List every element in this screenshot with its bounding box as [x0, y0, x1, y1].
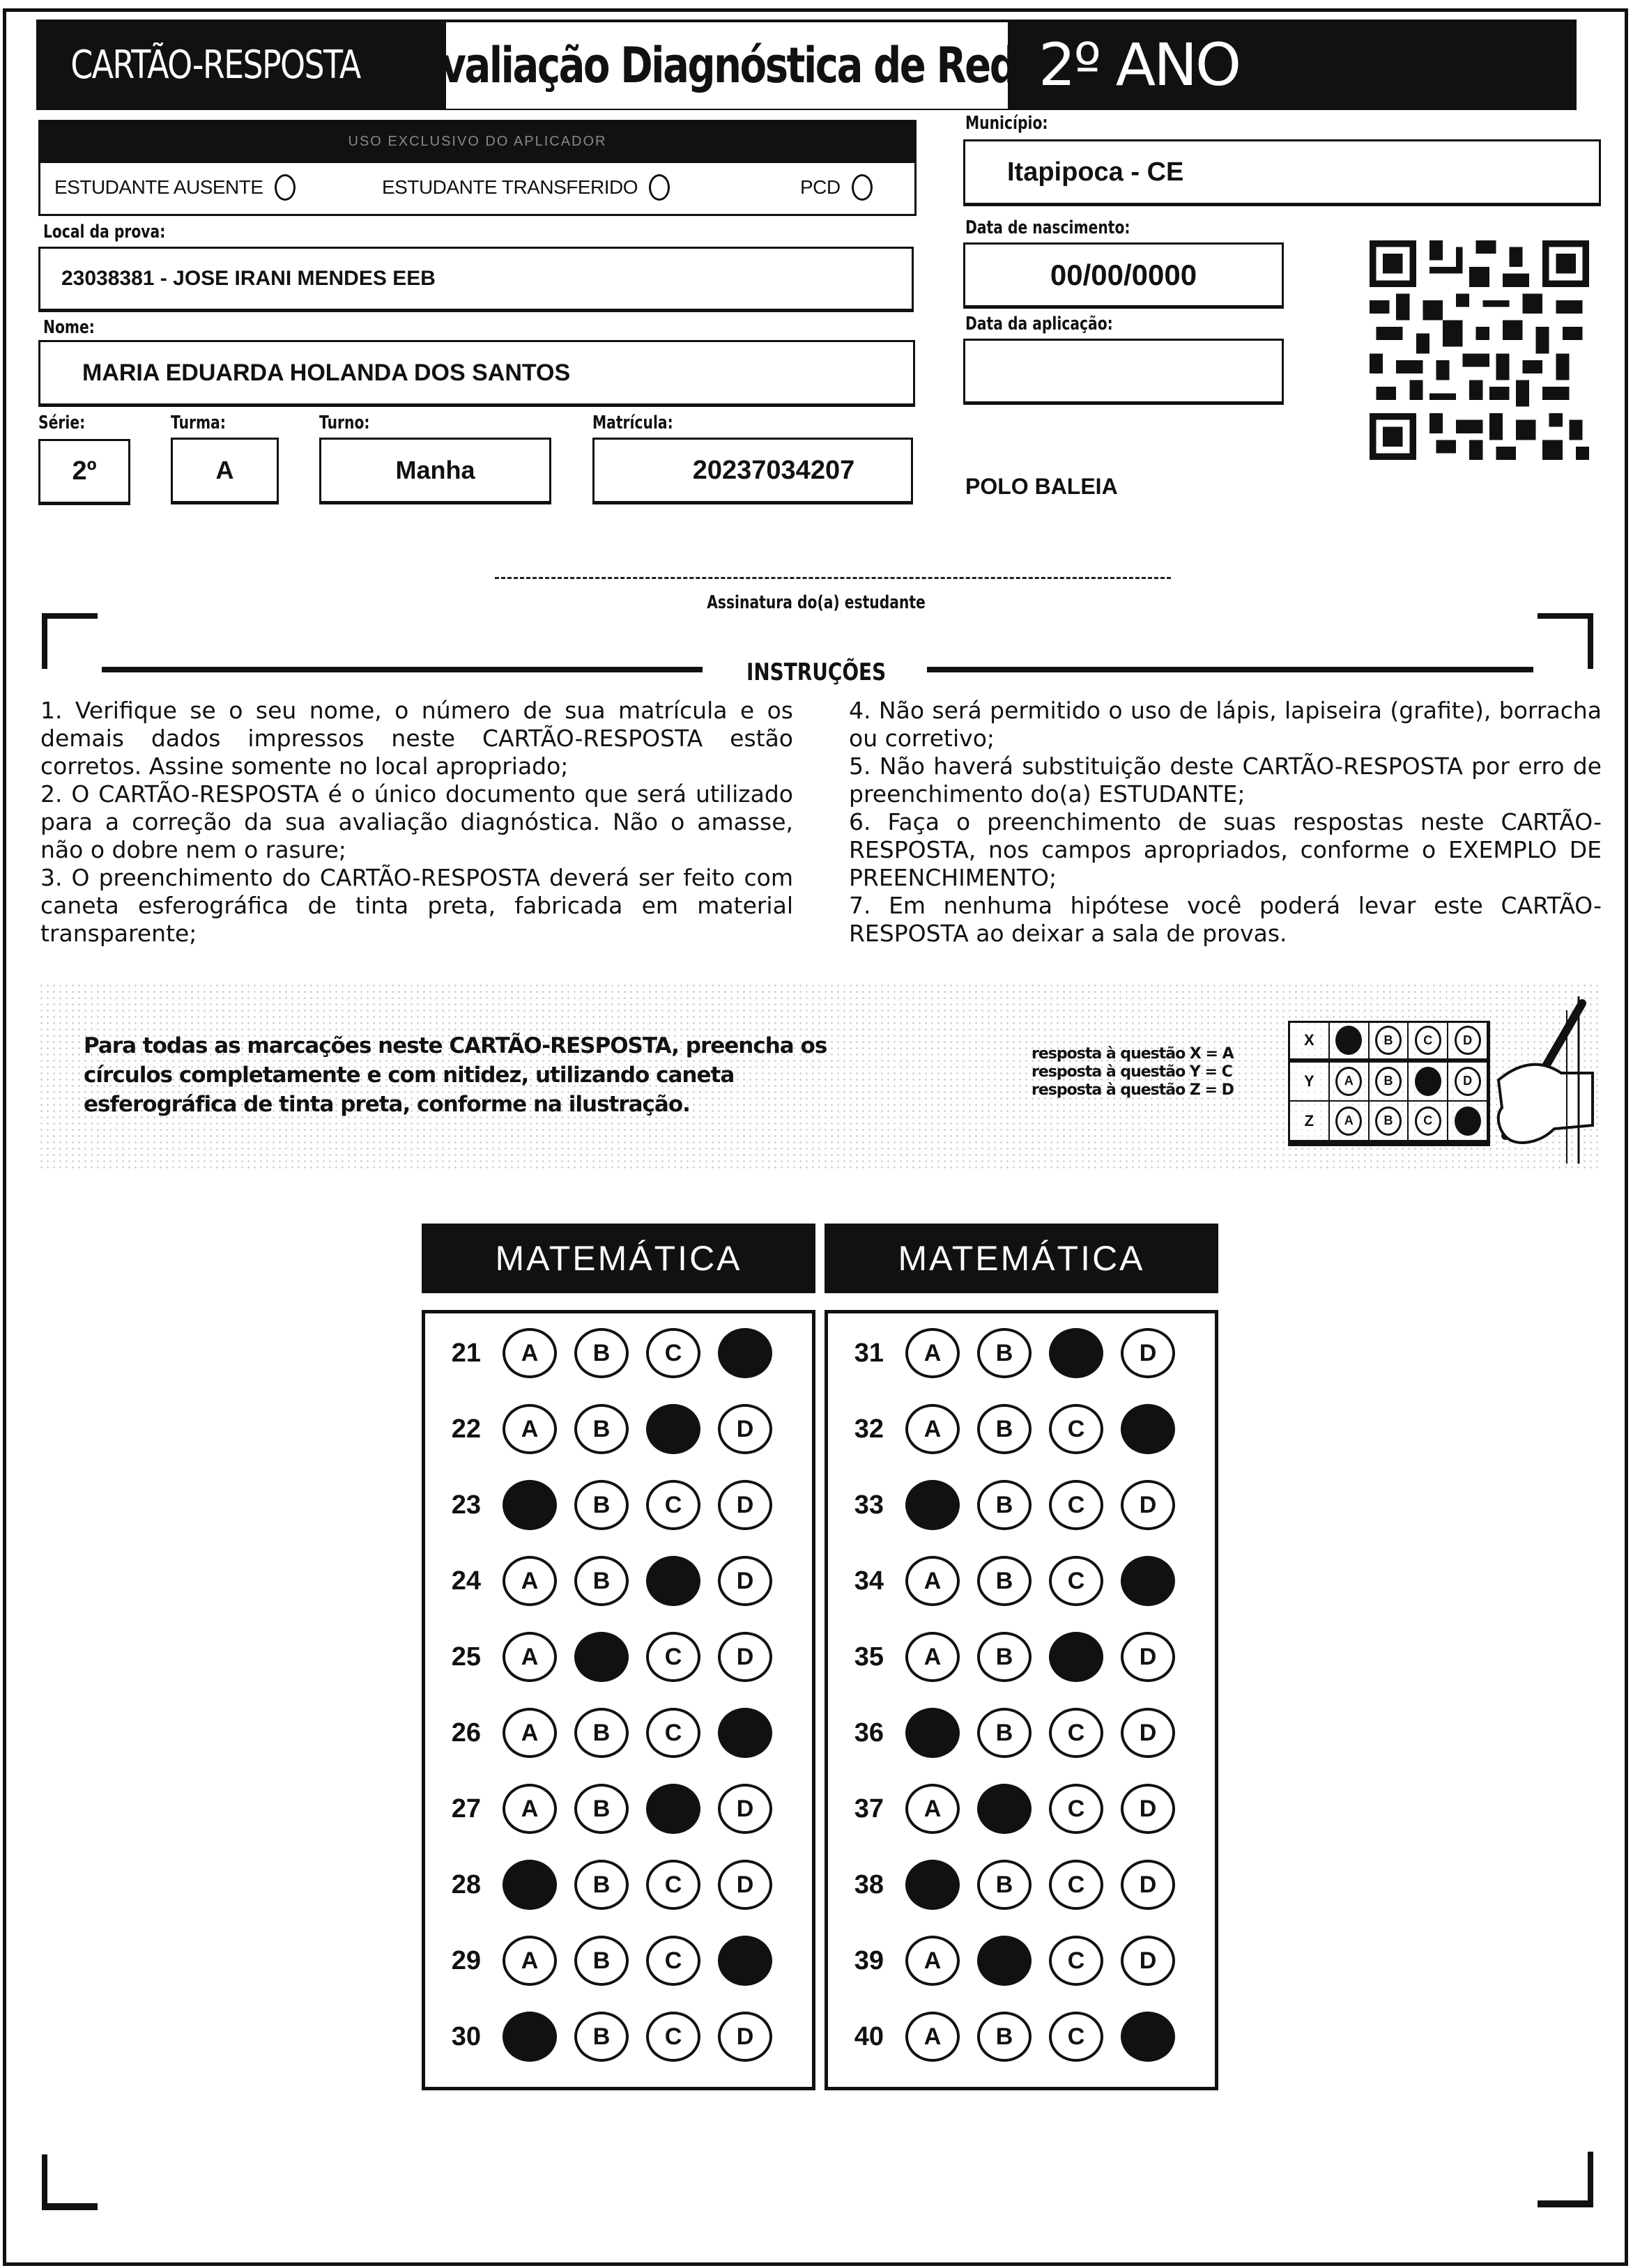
answer-bubble-a[interactable]: A [905, 1556, 960, 1606]
question-number: 32 [854, 1414, 884, 1444]
example-bubble [1455, 1106, 1481, 1136]
answer-bubble-c[interactable]: C [646, 1860, 700, 1910]
section-title: MATEMÁTICA [825, 1224, 1218, 1293]
answer-bubble-c[interactable]: C [1049, 1480, 1103, 1530]
answer-bubble-c[interactable] [646, 1404, 700, 1454]
example-bubble: C [1415, 1106, 1441, 1136]
example-bubble: D [1455, 1026, 1481, 1055]
answer-bubble-b[interactable] [977, 1936, 1032, 1986]
instruction-item: 3. O preenchimento do CARTÃO-RESPOSTA deverá ser feito com caneta esferográfica de tinta preta, fabricada em material transparente; [40, 864, 793, 947]
example-bubble [1335, 1026, 1362, 1055]
question-row [828, 1398, 1175, 1460]
answer-bubble-d[interactable]: D [1121, 1328, 1175, 1378]
example-cell [1370, 1063, 1409, 1102]
nascimento-field[interactable] [963, 242, 1284, 309]
answer-bubble-c[interactable]: C [1049, 1860, 1103, 1910]
question-row [425, 1702, 772, 1764]
answer-bubble-a[interactable]: A [905, 2012, 960, 2062]
answer-bubble-b[interactable]: B [574, 1860, 629, 1910]
answer-bubble-b[interactable]: B [977, 1632, 1032, 1682]
nascimento-value: 00/00/0000 [1050, 258, 1197, 291]
answer-bubble-a[interactable]: A [503, 1784, 557, 1834]
answer-bubble-c[interactable]: C [646, 1632, 700, 1682]
turno-label: Turno: [319, 412, 370, 433]
answer-bubble-a[interactable]: A [905, 1404, 960, 1454]
answer-bubble-a[interactable]: A [503, 1556, 557, 1606]
example-bubble [1415, 1067, 1441, 1096]
example-cell [1330, 1063, 1370, 1102]
answer-bubble-c[interactable]: C [646, 1936, 700, 1986]
example-cell [1370, 1102, 1409, 1141]
answer-bubble-a[interactable]: A [905, 1328, 960, 1378]
example-row-label: Z [1290, 1102, 1330, 1141]
example-cell [1409, 1023, 1448, 1063]
corner-mark-top-right [1538, 613, 1593, 619]
answer-bubble-a[interactable] [905, 1708, 960, 1758]
answer-bubble-b[interactable]: B [574, 1328, 629, 1378]
answer-bubble-b[interactable]: B [977, 1708, 1032, 1758]
example-row-label: Y [1290, 1063, 1330, 1102]
example-bubble: C [1415, 1026, 1441, 1055]
answer-bubble-a[interactable] [503, 1480, 557, 1530]
answer-bubble-d[interactable]: D [718, 1860, 772, 1910]
answer-bubble-a[interactable]: A [503, 1632, 557, 1682]
radio-circle[interactable] [852, 174, 873, 201]
example-bubble: B [1375, 1106, 1402, 1136]
grade-title: 2º ANO [1038, 31, 1240, 99]
answer-bubble-c[interactable]: C [1049, 1784, 1103, 1834]
instructions-title: INSTRUÇÕES [746, 658, 887, 686]
answer-bubble-a[interactable]: A [503, 1708, 557, 1758]
answer-bubble-b[interactable]: B [977, 1860, 1032, 1910]
question-number: 28 [451, 1869, 481, 1899]
instruction-item: 2. O CARTÃO-RESPOSTA é o único documento que será utilizado para a correção da sua avaliação diagnóstica. Não o amasse, não o dobre nem o rasure; [40, 780, 793, 863]
answer-bubble-c[interactable] [646, 1556, 700, 1606]
question-row [828, 1702, 1175, 1764]
instruction-item: 6. Faça o preenchimento de suas respostas neste CARTÃO-RESPOSTA, nos campos apropriados, conforme o EXEMPLO DE PREENCHIMENTO; [849, 808, 1602, 891]
question-number: 38 [854, 1869, 884, 1899]
question-row [425, 1550, 772, 1612]
nascimento-label: Data de nascimento: [965, 217, 1130, 238]
question-number: 27 [451, 1793, 481, 1823]
question-row [828, 1322, 1175, 1384]
question-number: 35 [854, 1642, 884, 1672]
answer-bubble-b[interactable]: B [574, 1480, 629, 1530]
legend-line: resposta à questão X = A [1032, 1045, 1234, 1063]
answer-bubble-c[interactable]: C [646, 2012, 700, 2062]
corner-mark-bottom-left [42, 2203, 98, 2210]
question-row [828, 1929, 1175, 1992]
question-number: 36 [854, 1718, 884, 1748]
question-row [828, 1474, 1175, 1536]
answer-bubble-d[interactable]: D [718, 1784, 772, 1834]
question-row [425, 1322, 772, 1384]
question-row [828, 1853, 1175, 1916]
instruction-item: 7. Em nenhuma hipótese você poderá levar este CARTÃO-RESPOSTA ao deixar a sala de provas. [849, 892, 1602, 947]
instruction-item: 1. Verifique se o seu nome, o número de sua matrícula e os demais dados impressos neste CARTÃO-RESPOSTA estão corretos. Assine somente no local apropriado; [40, 697, 793, 780]
option-estudante-transferido[interactable] [382, 174, 670, 201]
answer-bubble-d[interactable]: D [1121, 1480, 1175, 1530]
question-number: 37 [854, 1793, 884, 1823]
question-number: 23 [451, 1490, 481, 1520]
qr-code-icon [1370, 240, 1589, 460]
municipio-field[interactable] [963, 139, 1601, 206]
example-row-label: X [1290, 1023, 1330, 1063]
answer-bubble-b[interactable]: B [574, 1936, 629, 1986]
fill-example-text: Para todas as marcações neste CARTÃO-RESPOSTA, preencha os círculos completamente e com nitidez, utilizando caneta esferográfica de tinta preta, conforme na ilustração. [84, 1033, 827, 1117]
answer-bubble-d[interactable]: D [1121, 1860, 1175, 1910]
question-row [828, 1550, 1175, 1612]
option-estudante-ausente[interactable] [54, 174, 296, 201]
question-row [828, 1777, 1175, 1840]
answer-bubble-c[interactable]: C [646, 1328, 700, 1378]
aplicacao-field[interactable] [963, 339, 1284, 405]
question-row [425, 1398, 772, 1460]
answer-bubble-c[interactable]: C [1049, 1556, 1103, 1606]
answer-bubble-a[interactable] [905, 1480, 960, 1530]
local-label: Local da prova: [43, 222, 166, 242]
answer-grid [422, 1310, 815, 2090]
answer-bubble-b[interactable]: B [977, 2012, 1032, 2062]
instructions-right-column [849, 697, 1602, 948]
fill-example-grid [1288, 1021, 1490, 1146]
signature-line[interactable] [495, 577, 1171, 579]
legend-line: resposta à questão Z = D [1032, 1081, 1234, 1099]
question-number: 30 [451, 2021, 481, 2051]
answer-bubble-b[interactable]: B [574, 1404, 629, 1454]
turno-value: Manha [395, 456, 475, 484]
answer-bubble-a[interactable] [503, 2012, 557, 2062]
polo-label: POLO BALEIA [965, 474, 1118, 499]
fill-example-legend [1032, 1045, 1234, 1100]
question-number: 26 [451, 1718, 481, 1748]
corner-mark-bottom-right [1588, 2152, 1593, 2207]
answer-bubble-a[interactable] [905, 1860, 960, 1910]
answer-bubble-d[interactable] [1121, 1404, 1175, 1454]
answer-bubble-d[interactable]: D [1121, 1632, 1175, 1682]
corner-mark-bottom-right [1538, 2200, 1593, 2207]
turma-value: A [215, 456, 234, 484]
turma-label: Turma: [171, 412, 226, 433]
answer-bubble-b[interactable]: B [574, 2012, 629, 2062]
nome-field[interactable] [38, 340, 915, 407]
legend-line: resposta à questão Y = C [1032, 1063, 1232, 1081]
answer-bubble-d[interactable]: D [718, 1404, 772, 1454]
section-title: MATEMÁTICA [422, 1224, 815, 1293]
municipio-label: Município: [965, 113, 1048, 134]
answer-bubble-b[interactable] [977, 1784, 1032, 1834]
serie-field[interactable] [38, 439, 130, 505]
answer-grid [825, 1310, 1218, 2090]
instructions-left-column [40, 697, 793, 948]
answer-bubble-c[interactable]: C [1049, 1708, 1103, 1758]
question-number: 22 [451, 1414, 481, 1444]
card-title: CARTÃO-RESPOSTA [70, 42, 360, 88]
answer-bubble-a[interactable]: A [905, 1936, 960, 1986]
example-bubble: A [1335, 1106, 1362, 1136]
matricula-field[interactable] [592, 438, 913, 504]
question-number: 29 [451, 1945, 481, 1975]
question-number: 40 [854, 2021, 884, 2051]
answer-bubble-d[interactable] [718, 1936, 772, 1986]
answer-bubble-a[interactable]: A [503, 1328, 557, 1378]
radio-circle[interactable] [275, 174, 296, 201]
answer-bubble-c[interactable]: C [646, 1480, 700, 1530]
corner-mark-bottom-left [42, 2154, 47, 2210]
exam-title: Avaliação Diagnóstica de Rede [413, 37, 1041, 94]
answer-bubble-a[interactable]: A [503, 1404, 557, 1454]
answer-bubble-b[interactable]: B [574, 1784, 629, 1834]
question-row [425, 1474, 772, 1536]
answer-bubble-d[interactable]: D [1121, 1784, 1175, 1834]
example-bubble: D [1455, 1067, 1481, 1096]
option-label: ESTUDANTE AUSENTE [54, 176, 263, 198]
corner-mark-top-left [42, 613, 98, 619]
answer-bubble-b[interactable] [574, 1632, 629, 1682]
question-row [425, 1853, 772, 1916]
answer-bubble-d[interactable]: D [1121, 1936, 1175, 1986]
answer-bubble-d[interactable]: D [718, 2012, 772, 2062]
aplicacao-label: Data da aplicação: [965, 314, 1113, 334]
answer-bubble-b[interactable]: B [977, 1480, 1032, 1530]
nome-label: Nome: [43, 317, 95, 338]
applicator-header: USO EXCLUSIVO DO APLICADOR [38, 120, 917, 163]
answer-bubble-d[interactable]: D [1121, 1708, 1175, 1758]
instruction-item: 4. Não será permitido o uso de lápis, lapiseira (grafite), borracha ou corretivo; [849, 697, 1602, 752]
local-field[interactable] [38, 247, 914, 312]
example-bubble: B [1375, 1026, 1402, 1055]
example-bubble: A [1335, 1067, 1362, 1096]
exam-title-box [413, 22, 1041, 109]
question-number: 33 [854, 1490, 884, 1520]
example-cell [1409, 1102, 1448, 1141]
local-value: 23038381 - JOSE IRANI MENDES EEB [61, 267, 436, 290]
question-row [425, 1929, 772, 1992]
example-cell [1370, 1023, 1409, 1063]
question-row [425, 2005, 772, 2068]
question-row [828, 2005, 1175, 2068]
question-number: 25 [451, 1642, 481, 1672]
municipio-value: Itapipoca - CE [1007, 157, 1184, 187]
hand-with-pen-icon [1478, 996, 1596, 1164]
radio-circle[interactable] [649, 174, 670, 201]
question-number: 21 [451, 1338, 481, 1368]
example-cell [1409, 1063, 1448, 1102]
option-pcd[interactable] [800, 174, 873, 201]
option-label: PCD [800, 176, 841, 198]
turno-field[interactable] [319, 438, 551, 504]
example-cell [1330, 1102, 1370, 1141]
nome-value: MARIA EDUARDA HOLANDA DOS SANTOS [82, 359, 571, 386]
answer-bubble-b[interactable]: B [574, 1556, 629, 1606]
answer-bubble-d[interactable] [1121, 2012, 1175, 2062]
answer-bubble-a[interactable] [503, 1860, 557, 1910]
answer-bubble-c[interactable] [646, 1784, 700, 1834]
answer-bubble-b[interactable]: B [977, 1328, 1032, 1378]
question-number: 39 [854, 1945, 884, 1975]
answer-bubble-b[interactable]: B [977, 1404, 1032, 1454]
answer-bubble-a[interactable]: A [905, 1632, 960, 1682]
turma-field[interactable] [171, 438, 279, 504]
answer-bubble-c[interactable] [1049, 1328, 1103, 1378]
answer-bubble-c[interactable]: C [1049, 1936, 1103, 1986]
signature-label: Assinatura do(a) estudante [707, 592, 926, 613]
answer-bubble-c[interactable]: C [1049, 1404, 1103, 1454]
serie-label: Série: [38, 412, 86, 433]
question-row [425, 1777, 772, 1840]
example-bubble: B [1375, 1067, 1402, 1096]
applicator-options [38, 162, 917, 216]
answer-bubble-a[interactable]: A [905, 1784, 960, 1834]
answer-bubble-a[interactable]: A [503, 1936, 557, 1986]
answer-bubble-b[interactable]: B [977, 1556, 1032, 1606]
answer-bubble-d[interactable]: D [718, 1556, 772, 1606]
matricula-value: 20237034207 [692, 455, 855, 485]
matricula-label: Matrícula: [592, 412, 673, 433]
answer-bubble-d[interactable]: D [718, 1632, 772, 1682]
question-number: 34 [854, 1566, 884, 1596]
example-cell [1330, 1023, 1370, 1063]
answer-bubble-d[interactable]: D [718, 1480, 772, 1530]
question-number: 31 [854, 1338, 884, 1368]
instructions-title-wrap [0, 658, 1633, 686]
answer-bubble-d[interactable] [718, 1708, 772, 1758]
answer-bubble-b[interactable]: B [574, 1708, 629, 1758]
question-row [828, 1626, 1175, 1688]
answer-bubble-c[interactable]: C [646, 1708, 700, 1758]
answer-bubble-d[interactable] [718, 1328, 772, 1378]
serie-value: 2º [72, 456, 97, 486]
question-row [425, 1626, 772, 1688]
option-label: ESTUDANTE TRANSFERIDO [382, 176, 638, 198]
question-number: 24 [451, 1566, 481, 1596]
answer-bubble-d[interactable] [1121, 1556, 1175, 1606]
instruction-item: 5. Não haverá substituição deste CARTÃO-RESPOSTA por erro de preenchimento do(a) ESTUDANTE; [849, 753, 1602, 808]
answer-bubble-c[interactable]: C [1049, 2012, 1103, 2062]
signature-caption [0, 592, 1633, 613]
answer-bubble-c[interactable] [1049, 1632, 1103, 1682]
